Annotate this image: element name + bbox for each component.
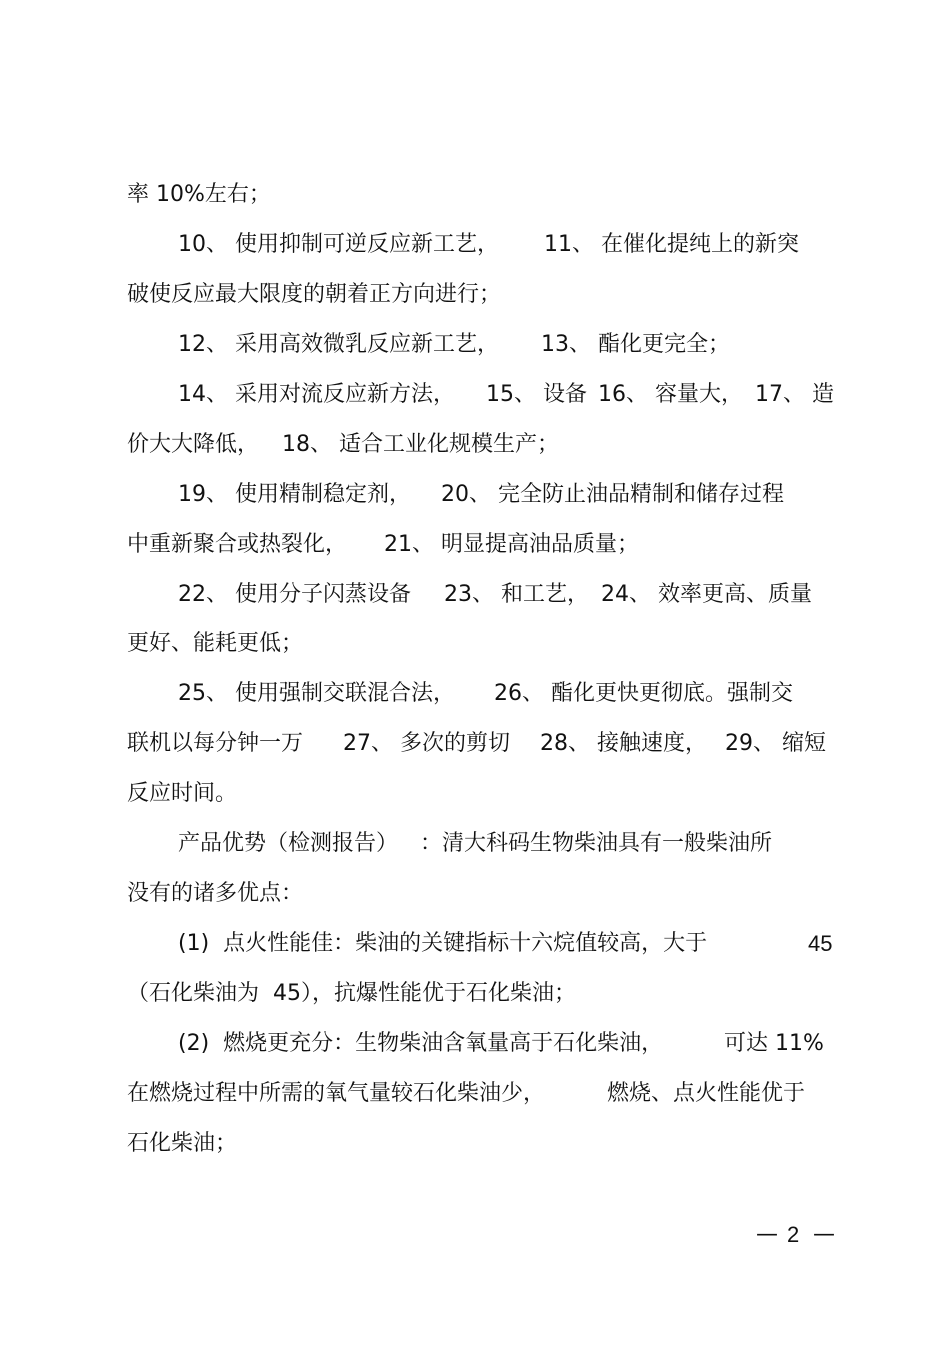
text-segment: 22、 使用分子闪蒸设备 <box>178 582 411 607</box>
text-segment: 26、 酯化更快更彻底。强制交 <box>494 681 793 706</box>
text-line <box>0 528 950 562</box>
text-segment: 19、 使用精制稳定剂， <box>178 482 411 507</box>
text-line <box>0 727 950 761</box>
text-segment: 联机以每分钟一万 <box>127 731 304 756</box>
text-segment: 率 10%左右； <box>127 182 271 207</box>
text-segment: 燃烧、点火性能优于 <box>607 1081 806 1106</box>
page-number: 2 <box>787 1222 800 1247</box>
text-segment: 18、 适合工业化规模生产； <box>282 432 559 457</box>
text-segment: （石化柴油为 45），抗爆性能优于石化柴油； <box>127 981 576 1006</box>
text-segment: 更好、能耗更低； <box>127 631 304 656</box>
text-line <box>0 877 950 911</box>
text-line <box>0 1077 950 1111</box>
text-segment: 14、 采用对流反应新方法， <box>178 382 455 407</box>
text-segment: 在燃烧过程中所需的氧气量较石化柴油少， <box>127 1081 546 1106</box>
text-line <box>0 827 950 861</box>
page-footer-dash-right: — <box>813 1222 835 1247</box>
text-segment: 27、 多次的剪切 <box>343 731 510 756</box>
text-line <box>0 627 950 661</box>
text-line <box>0 378 950 412</box>
text-line <box>0 428 950 462</box>
text-segment: 23、 和工艺， <box>444 582 589 607</box>
text-line <box>0 228 950 262</box>
text-segment: 16、 容量大， <box>598 382 743 407</box>
text-segment: 破使反应最大限度的朝着正方向进行； <box>127 282 502 307</box>
text-segment: 中重新聚合或热裂化， <box>127 532 348 557</box>
text-line <box>0 677 950 711</box>
text-line <box>0 1027 950 1061</box>
text-segment: 24、 效率更高、质量 <box>601 582 812 607</box>
page-footer-dash-left: — <box>756 1222 778 1247</box>
text-segment: 10、 使用抑制可逆反应新工艺， <box>178 232 499 257</box>
text-segment: 可达 11% <box>724 1031 824 1056</box>
text-segment: 29、 缩短 <box>725 731 826 756</box>
text-segment: 产品优势（检测报告） <box>178 831 399 856</box>
text-line <box>0 977 950 1011</box>
text-line <box>0 478 950 512</box>
text-line <box>0 278 950 312</box>
text-segment: (1) 点火性能佳：柴油的关键指标十六烷值较高，大于 <box>178 931 708 956</box>
text-segment: 11、 在催化提纯上的新突 <box>544 232 799 257</box>
text-segment: 反应时间。 <box>127 781 238 806</box>
text-segment: (2) 燃烧更充分：生物柴油含氧量高于石化柴油， <box>178 1031 664 1056</box>
text-segment: 20、 完全防止油品精制和储存过程 <box>441 482 784 507</box>
text-segment: 没有的诸多优点： <box>127 881 304 906</box>
text-line <box>0 578 950 612</box>
text-line <box>0 777 950 811</box>
text-segment: 价大大降低， <box>127 432 260 457</box>
text-segment: 石化柴油； <box>127 1131 238 1156</box>
text-segment: 25、 使用强制交联混合法， <box>178 681 455 706</box>
text-segment: ：清大科码生物柴油具有一般柴油所 <box>420 831 773 856</box>
text-segment: 45 <box>808 931 833 956</box>
text-segment: 17、 造 <box>755 382 834 407</box>
text-line <box>0 178 950 212</box>
text-line <box>0 1127 950 1161</box>
text-segment: 12、 采用高效微乳反应新工艺， <box>178 332 499 357</box>
text-segment: 28、 接触速度， <box>540 731 707 756</box>
text-segment: 15、 设备 <box>486 382 587 407</box>
text-line <box>0 328 950 362</box>
text-segment: 21、 明显提高油品质量； <box>384 532 639 557</box>
text-line <box>0 927 950 961</box>
text-segment: 13、 酯化更完全； <box>541 332 730 357</box>
